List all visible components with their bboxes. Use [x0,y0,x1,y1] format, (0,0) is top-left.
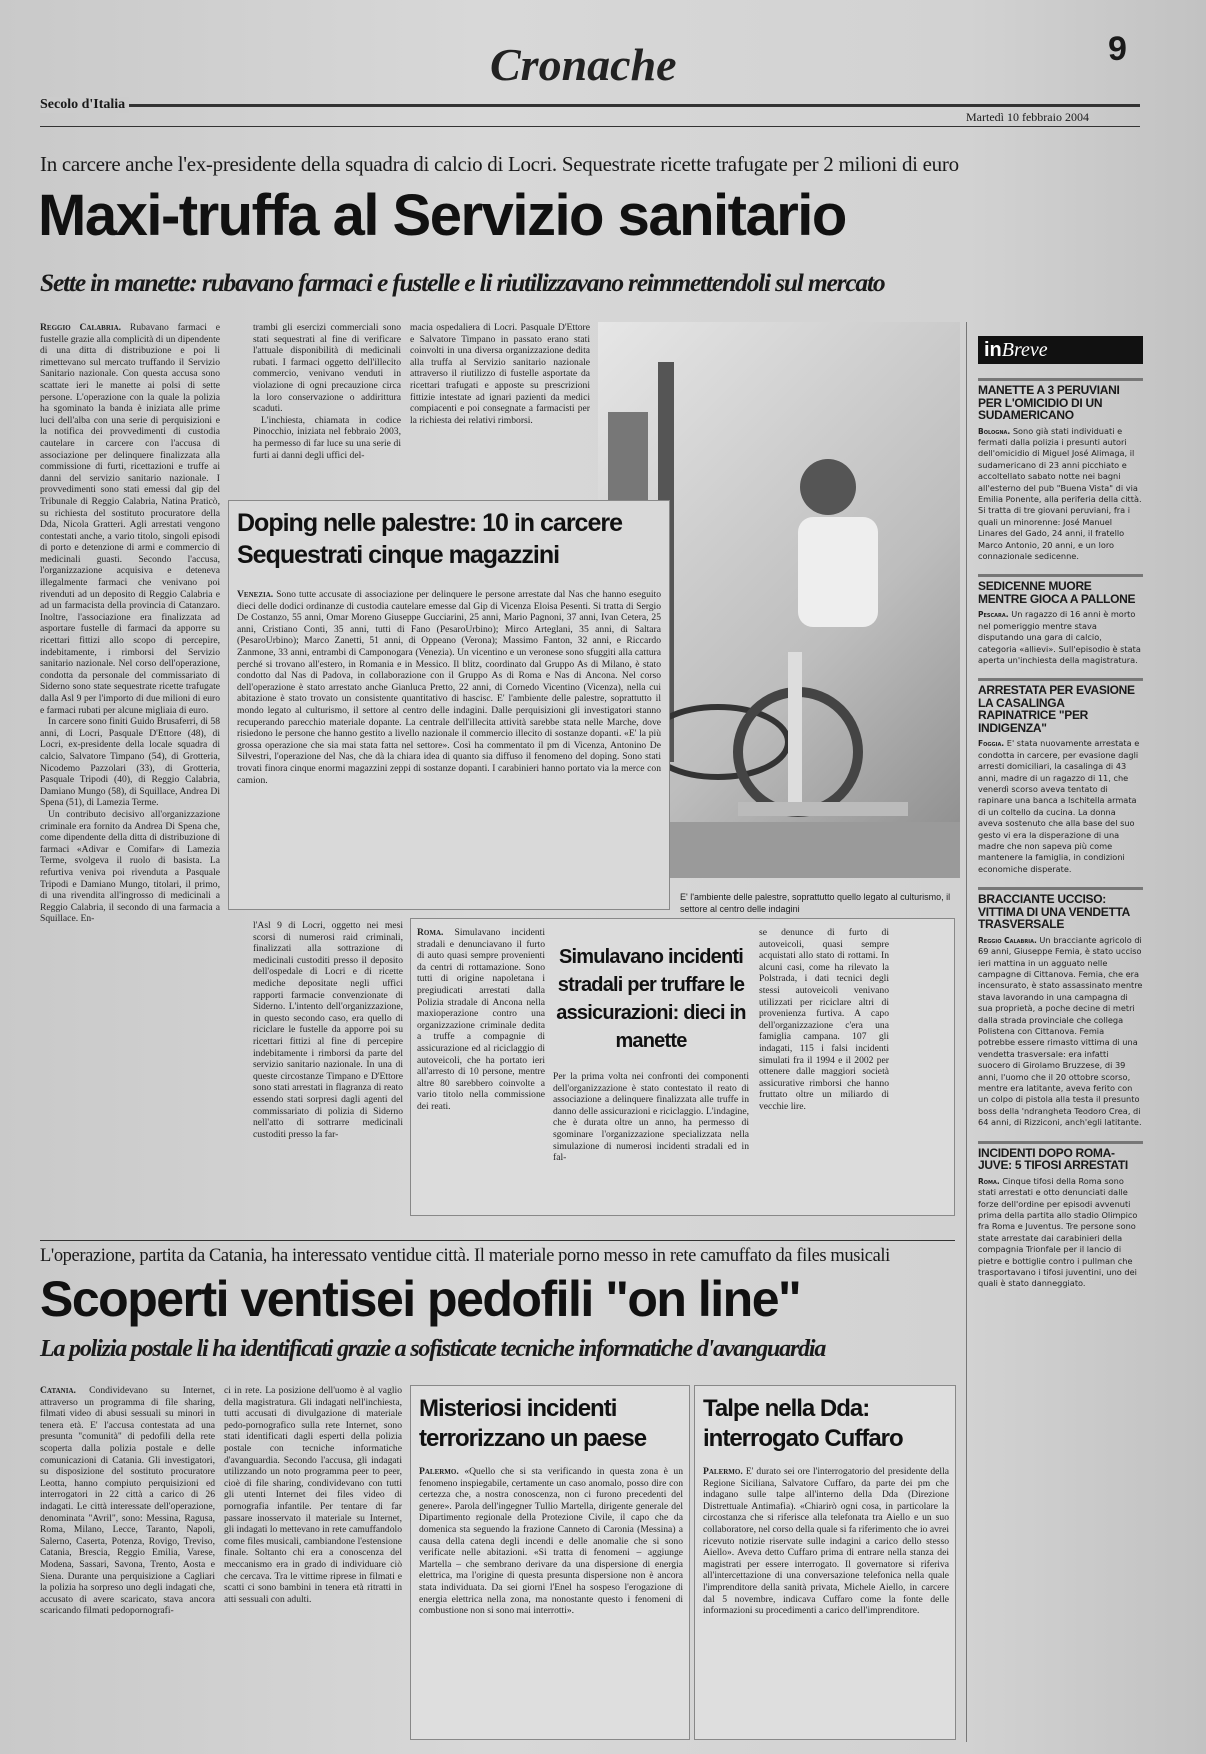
dateline: Venezia. [237,589,274,600]
brief-title: ARRESTATA PER EVASIONE LA CASALINGA RAPINATRICE "PER INDIGENZA" [978,678,1143,734]
section-title: Cronache [490,39,677,90]
header-rule [40,104,1140,107]
sidebar-divider [966,322,967,1742]
dateline: Reggio Calabria. [978,935,1037,945]
doping-text [237,589,661,905]
brief-text: E' stata nuovamente arrestata e condotta in carcere, per evasione dagli arresti domiciliari, la casalinga di 43 anni, madre di un ragazzo di 11, che venerdì scorso aveva tentato di rapinare una banca a Ischitella armata di un coltello da cucina. La donna aveva sostenuto che alla base del suo gesto vi era la disperazione di una madre che non sapeva più come mantenere la famiglia, in condizioni economiche disperate. [978,738,1140,874]
story2-subhead: La polizia postale li ha identificati grazie a sofisticate tecniche informatiche d'avanguardia [40,1336,826,1362]
paragraph: macia ospedaliera di Locri. Pasquale D'Ettore e Salvatore Timpano in passato erano stati coinvolti in una diversa organizzazione dedita alla truffa al Servizio sanitario nazionale attraverso il riutilizzo di fustelle asportate da ricettari trafugati e apposte su prescrizioni fittizie intestate ad ignari pazienti da medici compiacenti e poi consegnate a farmacisti per la richiesta dei relativi rimborsi. [410,322,590,426]
paragraph: «Quello che si sta verificando in questa zona è un fenomeno inspiegabile, certamente un caso anomalo, posso dire con certezza che, a nostra conoscenza, non ci furono precedenti del genere». Parola dell'ingegner Tullio Martella, dirigente generale del Dipartimento regionale della Protezione Civile, il capo che da domenica sta seguendo la frazione Canneto di Caronia (Messina) a causa della catena degli incendi e delle anomalie che si sono verificate nelle abitazioni. «Si tratta di fenomeni – aggiunge Martella – che sembrano derivare da una dispersione di energia elettrica, ma l'origine di questa presunta dispersione non è ancora stata individuata. Da sei giorni l'Enel ha sospeso l'erogazione di energia elettrica nella zona, ma nonostante questo i fenomeni di combustione non si sono mai interrotti». [419,1466,683,1617]
brief-item [978,1141,1143,1290]
paragraph: Condividevano su Internet, attraverso un programma di file sharing, filmati video di abusi sessuali su minori in tenera età. E' l'accusa contestata ad una presunta "comunità" di pedofili della rete scoperta dalla polizia postale e delle comunicazioni di Catania. Gli investigatori, su disposizione del sostituto procuratore Leotta, hanno compiuto perquisizioni ed interrogatori in 22 città a carico di 26 indagati. Le città interessate dell'operazione, denominata "Avril", sono: Messina, Ragusa, Roma, Milano, Lecce, Taranto, Napoli, Salerno, Caserta, Potenza, Rovigo, Treviso, Catania, Brescia, Reggio Emilia, Varese, Modena, Sassari, Savona, Trento, Aosta e Siena. Durante una perquisizione a Cagliari la polizia ha sorpreso uno degli indagati che, accusato di avere scaricato, stava ancora scaricando filmati pedopornografi- [40,1385,215,1617]
story1-subhead: Sette in manette: rubavano farmaci e fustelle e li riutilizzavano reimmettendoli sul mercato [40,268,885,297]
doping-headline: Doping nelle palestre: 10 in carcere [237,509,622,537]
dateline: Roma. [417,927,444,938]
in-breve-title [978,336,1143,364]
simulavano-column-3 [759,927,889,1211]
paragraph: trambi gli esercizi commerciali sono stati sequestrati al fine di verificare l'attuale disponibilità di medicinali rubati. I farmaci oggetto dell'illecito commercio, venivano venduti in violazione di ogni precauzione circa la loro conservazione o addirittura scaduti. [253,322,401,415]
dateline: Palermo. [419,1466,459,1477]
story1-column-1 [40,322,220,1240]
paragraph: E' durato sei ore l'interrogatorio del presidente della Regione Siciliana, Salvatore Cuffaro, da parte dei pm che indagano sulle talpe all'interno della Dda (Direzione Distrettuale Antimafia). «Chiarirò ogni cosa, in particolare la circostanza che si riferisce alla telefonata tra Aiello e un suo collaboratore, nel corso della quale si fa riferimento che io avrei ricevuto notizie riservate sulle indagini a carico dello stesso Aiello». Aveva detto Cuffaro prima di entrare nella stanza dei magistrati per essere interrogato. Il governatore si riferiva all'intercettazione di una conversazione telefonica nella quale l'imprenditore della sanità privata, Michele Aiello, in carcere dal 5 novembre, indicava Cuffaro come la fonte delle informazioni su procedimenti a carico dell'imprenditore. [703,1466,949,1617]
paragraph: ci in rete. La posizione dell'uomo è al vaglio della magistratura. Gli indagati nell'inchiesta, tutti accusati di divulgazione di materiale pedo-pornografico sulla rete Internet, sono stati identificati dagli esperti della polizia postale con tecniche informatiche d'avanguardia. Secondo l'accusa, gli indagati utilizzando un noto programma peer to peer, cioè di file sharing, condividevano con tutti gli utenti Internet dei files video di pornografia infantile. Per tentare di far passare inosservato il materiale su Internet, gli indagati lo mettevano in rete camuffandolo come files musicali, cambiandone l'estensione finale. Soltanto chi era a conoscenza del meccanismo era in grado di individuare ciò che cercava. Tra le vittime riprese in filmati e scatti ci sono bambini in tenera età ritratti in atti sessuali con adulti. [224,1385,402,1605]
story2-column-2 [224,1385,402,1740]
brief-title: MANETTE A 3 PERUVIANI PER L'OMICIDIO DI UN SUDAMERICANO [978,378,1143,422]
header-rule-2 [40,126,1140,127]
doping-headline-2: Sequestrati cinque magazzini [237,541,560,569]
paragraph: Un contributo decisivo all'organizzazione criminale era fornito da Andrea Di Spena che, come dipendente della ditta di distribuzione di farmaci «Adivar e Comifar» di Lamezia Terme, svolgeva il ruolo di basista. La refurtiva veniva poi rivenduta a Pasquale Tripodi e Damiano Mungo, titolari, il primo, di una rivendita all'ingrosso di medicinali a Reggio Calabria, il secondo di una farmacia a Squillace. En- [40,808,220,925]
brief-text: Sono già stati individuati e fermati dalla polizia i presunti autori dell'omicidio di Miguel José Alimaga, il sudamericano di 23 anni picchiato e accoltellato sabato notte nei bagni all'esterno del pub "Buena Vista" di via Emilia Ponente, alla periferia della città. Si tratta di tre giovani peruviani, fra i quali un minorenne: José Manuel Linares del Gado, 24 anni, il fratello Marco Antonio, 20 anni, e un loro connazionale sedicenne. [978,425,1142,561]
paragraph: se denunce di furto di autoveicoli, quasi sempre acquistati allo stato di rottami. In alcuni casi, come ha rilevato la Polstrada, i dati tecnici degli stessi autoveicoli venivano utilizzati per riciclare altri di provenienza furtiva. A capo dell'organizzazione c'era una famiglia campana. 107 gli indagati, 115 i falsi incidenti simulati fra il 1994 e il 2002 per ottenere dalle maggiori società assicurative rimborsi che hanno fruttato oltre un miliardo di vecchie lire. [759,927,889,1112]
story2-column-1 [40,1385,215,1740]
dateline: Bologna. [978,426,1011,436]
doping-article [228,500,670,910]
dateline: Reggio Calabria. [40,322,122,333]
misteriosi-article [410,1385,690,1740]
brief-item [978,887,1143,1128]
talpe-headline: Talpe nella Dda: interrogato Cuffaro [703,1395,903,1452]
talpe-article [694,1385,956,1740]
brief-item [978,574,1143,666]
simulavano-article [410,918,955,1216]
dateline: Roma. [978,1176,1000,1186]
in-breve-sidebar [978,336,1143,1741]
simulavano-column-2 [553,1071,749,1211]
misteriosi-headline: Misteriosi incidenti terrorizzano un paese [419,1395,647,1452]
simulavano-column-1 [417,927,545,1211]
dateline: Foggia. [978,739,1005,749]
misteriosi-text [419,1466,683,1734]
story1-column-2 [253,322,401,472]
story1-column-2-continued [253,920,403,1220]
story2-kicker: L'operazione, partita da Catania, ha interessato ventidue città. Il materiale porno messo in rete camuffato da files musicali [40,1246,890,1266]
brief-title: INCIDENTI DOPO ROMA-JUVE: 5 TIFOSI ARRESTATI [978,1141,1143,1172]
brief-item [978,678,1143,875]
simulavano-headline: Simulavano incidenti stradali per truffare le assicurazioni: dieci in manette [556,946,746,1052]
brief-item [978,378,1143,562]
issue-date: Martedì 10 febbraio 2004 [966,110,1089,124]
brief-title: SEDICENNE MUORE MENTRE GIOCA A PALLONE [978,574,1143,605]
paragraph: Simulavano incidenti stradali e denunciavano il furto di auto quasi sempre provenienti da centri di rottamazione. Sono tutti di origine napoletana i pregiudicati arrestati dalla Polizia stradale di Ancona nella maxioperazione contro una organizzazione criminale dedita a truffe a compagnie di assicurazione ed al riciclaggio di autoveicoli, che ha portato ieri all'arresto di 10 persone, mentre altre 80 sarebbero coinvolte a vario titolo nella commissione dei reati. [417,927,545,1112]
paragraph: l'Asl 9 di Locri, oggetto nei mesi scorsi di numerosi raid criminali, finalizzati alla sottrazione di medicinali custoditi presso il deposito dell'ospedale di Locri e di ricette mediche depositate negli uffici rapporti farmacie convenzionate di Siderno. L'intento dell'organizzazione, in questo secondo caso, era quello di riciclare le fustelle da apporre poi su ricettari fittizi al fine di percepire indebitamente i rimborsi da parte del servizio sanitario nazionale. In una di queste circostanze Timpano e D'Ettore sono stati arrestati in flagranza di reato essendo stati sorpresi dagli agenti del commissariato di polizia di Siderno nell'atto di sottrarre medicinali custoditi presso la far- [253,920,403,1140]
story1-column-3 [410,322,590,472]
dateline: Palermo. [703,1466,743,1477]
photo-caption: E' l'ambiente delle palestre, soprattutto quello legato al culturismo, il settore al centro delle indagini [680,892,951,914]
paragraph: In carcere sono finiti Guido Brusaferri, di 58 anni, di Locri, Pasquale D'Ettore (48), di Locri, ex-presidente della locale squadra di calcio, Salvatore Timpano (54), di Grotteria, Nicodemo Pazzolari (33), di Grotteria, Pasquale Tripodi (40), di Reggio Calabria, Damiano Mungo (58), di Squillace, Andrea Di Spena (51), di Lamezia Terme. [40,716,220,809]
story1-headline: Maxi-truffa al Servizio sanitario [38,183,846,248]
dateline: Pescara. [978,610,1009,620]
brief-text: Un ragazzo di 16 anni è morto nel pomeriggio mentre stava disputando una gara di calcio, categoria «allievi». Sull'episodio è stata aperta un'inchiesta della magistratura. [978,609,1141,665]
paragraph: Sono tutte accusate di associazione per delinquere le persone arrestate dal Nas che hanno eseguito dieci delle dodici ordinanze di custodia cautelare emesse dal Gip di Vicenza Eloisa Pesenti. Si tratta di Sergio De Costanzo, 55 anni, Omar Moreno Giuseppe Gucciarini, 25 anni, Mario Pagnoni, 37 anni, Ivan Cetera, 25 anni, Cristiano Conti, 35 anni, tutti di Fano (PesaroUrbino); Mirco Arteglani, 35 anni, di Saltara (PesaroUrbino); Marco Zanetti, 51 anni, di Oppeano (Verona); Massimo Fanton, 32 anni, e Riccardo Zanmone, 33 anni, entrambi di Camponogara (Venezia). Un vicentino e un veronese sono sfuggiti alla cattura perché si trovano all'estero, in Romania e in Messico. Il blitz, coordinato dal Gruppo As di Milano, è stato condotto dal Nas di Padova, in collaborazione con il Gruppo As di Roma e Nas di Ancona. Nel corso dell'operazione è stato arrestato anche Gianluca Pretto, 22 anni, di Cornedo Vicentino (Vicenza), nella cui abitazione è stato trovato un consistente quantitativo di hascisc. E' l'ambiente delle palestre, soprattutto il mondo legato al culturismo, il settore al centro delle indagini. Dalle perquisizioni gli investigatori stanno recuperando parecchio materiale dopante. La centrale dell'illecita attività sarebbe stata nelle Marche, dove risiedono le persone che hanno gestito a livello nazionale il commercio illecito di sostanze dopanti. «E' la più grossa operazione che sia mai stata fatta nel settore». Così ha commentato il pm di Vicenza, Antonino De Silvestri, l'operazione del Nas, che dà la chiara idea di quanto sia diffuso il fenomeno del doping. Sono stati trovati finora cinque enormi magazzini zeppi di sostanze dopanti. I carabinieri hanno portato via la merce con camion. [237,589,661,786]
story2-headline: Scoperti ventisei pedofili "on line" [40,1271,801,1327]
paragraph: Rubavano farmaci e fustelle grazie alla complicità di un dipendente di una ditta di distribuzione e poi li rimettevano sul mercato truffando il Servizio Sanitario nazionale. Con questa accusa sono scattate ieri le manette ai polsi di sette persone. L'operazione con la quale la polizia ha sgominato la banda è iniziata alle prime luci dell'alba con una serie di perquisizioni e la notifica dei provvedimenti di custodia cautelare in carcere con l'accusa di associazione per delinquere finalizzata alla commissione di furti, ricettazioni e truffe ai danni del servizio sanitario nazionale. I provvedimenti sono stati emessi dal gip del Tribunale di Reggio Calabria, Natina Praticò, su richiesta del sostituto procuratore della Dda, Nicola Gratteri. Agli arrestati vengono contestati anche, a vario titolo, singoli episodi di porto e detenzione di armi e commercio di medicinali guasti. Secondo l'accusa, l'organizzazione acquisiva e deteneva illegalmente farmaci che venivano poi rivenduti ad un deposito di Reggio Calabria e ad un farmacista della provincia di Catanzaro. Inoltre, l'associazione era finalizzata ad asportare fustelle di farmaci da apporre su ricettari fittizi allo scopo di percepire, indebitamente, i rimborsi del Servizio sanitario nazionale. Nel corso dell'operazione, condotta da personale del commissariato di Siderno sono state sequestrate ricette trafugate dalla Asl 9 per l'importo di due milioni di euro e farmaci rubati per alcune migliaia di euro. [40,322,220,716]
page-number: 9 [1108,30,1127,68]
newspaper-name: Secolo d'Italia [40,97,129,113]
brief-text: Un bracciante agricolo di 69 anni, Giuseppe Femia, è stato ucciso ieri mattina in un agguato nelle campagne di Cittanova. Femia, che era incensurato, è stato assassinato mentre stava lavorando in una campagna di sua proprietà, a poche decine di metri dalla strada provinciale che collega Polistena con Cittanova. Femia potrebbe essere rimasto vittima di una vendetta trasversale: era infatti suocero di Girolamo Bruzzese, di 39 anni, l'uomo che il 20 ottobre scorso, mentre era latitante, aveva ferito con un colpo di pistola alla testa il presunto boss della 'ndrangheta Teodoro Crea, di 64 anni, di Rizziconi, anch'egli latitante. [978,934,1143,1128]
story1-kicker: In carcere anche l'ex-presidente della squadra di calcio di Locri. Sequestrate ricette trafugate per 2 milioni di euro [40,152,959,176]
paragraph: L'inchiesta, chiamata in codice Pinocchio, iniziata nel febbraio 2003, ha permesso di far luce su una serie di furti ai danni degli uffici del- [253,414,401,461]
in-breve-title-in: in [984,339,1002,361]
dateline: Catania. [40,1385,76,1396]
brief-text: Cinque tifosi della Roma sono stati arrestati e otto denunciati dalle forze dell'ordine per episodi avvenuti prima della partita allo stadio Olimpico fra Roma e Juventus. Tre persone sono state arrestate dai carabinieri della compagnia Trionfale per il lancio di pietre e bottiglie contro i pullman che trasportavano i tifosi juventini, uno dei quali è stato danneggiato. [978,1175,1138,1289]
talpe-text [703,1466,949,1734]
in-breve-title-breve: Breve [1001,339,1048,361]
paragraph: Per la prima volta nei confronti dei componenti dell'organizzazione è stato contestato il reato di associazione a delinquere finalizzata alle truffe in danno delle assicurazioni e riciclaggio. L'indagine, che è durata oltre un anno, ha permesso di sgominare l'organizzazione specializzata nella simulazione di numerosi incidenti stradali ed in fal- [553,1071,749,1164]
story-divider [40,1240,955,1241]
brief-title: BRACCIANTE UCCISO: VITTIMA DI UNA VENDETTA TRASVERSALE [978,887,1143,931]
